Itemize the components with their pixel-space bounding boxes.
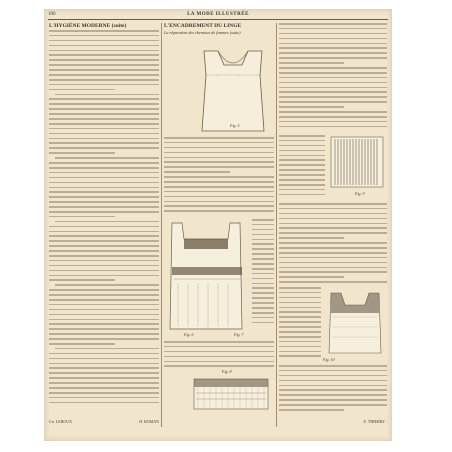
text-line xyxy=(279,43,387,45)
text-line xyxy=(49,231,159,233)
text-line xyxy=(49,152,115,154)
text-line xyxy=(49,402,159,404)
text-line xyxy=(279,82,387,84)
text-line xyxy=(49,89,115,91)
figure-10-chemise-yoke xyxy=(325,287,385,357)
text-line xyxy=(49,363,159,365)
text-line xyxy=(49,289,159,291)
text-line xyxy=(279,164,325,166)
text-line xyxy=(252,312,274,314)
figure-8-lace-strip xyxy=(192,371,270,419)
text-line xyxy=(49,118,159,120)
figure-5-chemise-illustration xyxy=(194,45,272,133)
figure-6-caption: Fig. 6 xyxy=(184,332,194,337)
text-line xyxy=(279,247,387,249)
text-line xyxy=(49,367,159,369)
text-line xyxy=(49,103,159,105)
text-line xyxy=(49,245,159,247)
page-title: LA MODE ILLUSTRÉE xyxy=(187,12,249,17)
text-line xyxy=(252,297,274,299)
text-line xyxy=(49,397,159,399)
text-line xyxy=(279,155,325,157)
text-line xyxy=(49,182,159,184)
text-line xyxy=(49,328,159,330)
text-line xyxy=(49,358,159,360)
article-heading-text: L'HYGIÈNE MODERNE (suite) xyxy=(49,23,127,29)
text-line xyxy=(279,72,387,74)
text-line xyxy=(279,370,387,372)
article-body-linge-3 xyxy=(164,341,274,370)
text-line xyxy=(279,292,321,294)
text-line xyxy=(252,243,274,245)
text-line xyxy=(49,40,159,42)
text-line xyxy=(279,326,321,328)
text-line xyxy=(279,87,387,89)
text-line xyxy=(279,116,387,118)
article-body-hygiene xyxy=(49,30,159,403)
text-line xyxy=(279,281,387,283)
text-line xyxy=(252,258,274,260)
text-line xyxy=(49,377,159,379)
text-line xyxy=(279,28,387,30)
text-line xyxy=(279,380,387,382)
text-line xyxy=(49,294,159,296)
text-line xyxy=(49,255,159,257)
text-line xyxy=(49,260,159,262)
text-line xyxy=(279,145,325,147)
text-line xyxy=(49,187,159,189)
column-divider xyxy=(276,23,277,427)
text-line xyxy=(252,302,274,304)
figure-9-caption: Fig. 9 xyxy=(355,191,365,196)
article-heading-hygiene xyxy=(49,23,159,29)
text-line xyxy=(49,387,159,389)
text-line xyxy=(164,341,274,343)
text-line xyxy=(279,189,325,191)
text-line xyxy=(55,94,159,96)
text-line xyxy=(49,314,159,316)
text-line xyxy=(49,299,159,301)
text-line xyxy=(49,59,159,61)
author-signature: E. THIERRY xyxy=(363,419,385,424)
text-line xyxy=(279,77,387,79)
text-line xyxy=(49,206,159,208)
text-line xyxy=(49,74,159,76)
text-line xyxy=(279,346,321,348)
text-line xyxy=(49,333,159,335)
text-line xyxy=(252,292,274,294)
figure-6-embroidered-chemise xyxy=(164,219,250,333)
text-line xyxy=(55,221,159,223)
article-body-right-4 xyxy=(279,287,321,360)
figure-5-caption: Fig. 5 xyxy=(230,123,240,128)
text-line xyxy=(279,227,387,229)
text-line xyxy=(279,307,321,309)
text-line xyxy=(49,123,159,125)
text-line xyxy=(49,142,159,144)
text-line xyxy=(55,157,159,159)
text-line xyxy=(164,351,274,353)
text-line xyxy=(279,375,387,377)
text-line xyxy=(164,171,230,173)
text-line xyxy=(252,219,274,221)
page-number: 100 xyxy=(48,12,56,17)
text-line xyxy=(279,242,387,244)
text-line xyxy=(279,218,387,220)
text-line xyxy=(279,111,387,113)
text-line xyxy=(252,263,274,265)
text-line xyxy=(279,57,387,59)
text-line xyxy=(279,140,325,142)
text-line xyxy=(279,52,387,54)
column-divider xyxy=(161,23,162,427)
text-line xyxy=(279,321,321,323)
figure-9-pleated-fabric xyxy=(329,135,385,191)
text-line xyxy=(164,361,274,363)
author-right: H. ROMAN xyxy=(139,419,159,424)
text-line xyxy=(164,210,274,212)
text-line xyxy=(49,382,159,384)
text-line xyxy=(49,372,159,374)
text-line xyxy=(49,113,159,115)
text-line xyxy=(164,346,274,348)
text-line xyxy=(164,147,274,149)
text-line xyxy=(252,229,274,231)
text-line xyxy=(49,304,159,306)
text-line xyxy=(279,336,321,338)
text-line xyxy=(164,142,274,144)
article-body-right-1 xyxy=(279,23,387,127)
text-line xyxy=(164,186,274,188)
text-line xyxy=(164,201,274,203)
author-left: Ch. LEROUX xyxy=(49,419,73,424)
text-line xyxy=(279,276,344,278)
text-line xyxy=(49,226,159,228)
text-line xyxy=(49,84,159,86)
text-line xyxy=(252,239,274,241)
figure-8-caption: Fig. 8 xyxy=(222,369,232,374)
text-line xyxy=(164,176,274,178)
text-line xyxy=(49,45,159,47)
text-line xyxy=(279,409,344,411)
text-line xyxy=(49,250,159,252)
text-line xyxy=(252,268,274,270)
text-line xyxy=(49,323,159,325)
text-line xyxy=(49,30,159,32)
text-line xyxy=(279,179,325,181)
text-line xyxy=(279,121,387,123)
article-body-linge-2 xyxy=(252,219,274,327)
text-line xyxy=(279,106,344,108)
text-line xyxy=(49,98,159,100)
text-line xyxy=(252,287,274,289)
text-line xyxy=(279,213,387,215)
article-heading-text: L'ENCADREMENT DU LINGE xyxy=(164,23,242,29)
text-line xyxy=(279,271,387,273)
text-line xyxy=(252,224,274,226)
article-heading-linge xyxy=(164,23,274,29)
text-line xyxy=(49,50,159,52)
text-line xyxy=(49,211,159,213)
text-line xyxy=(49,201,159,203)
text-line xyxy=(49,172,159,174)
text-line xyxy=(279,287,321,289)
text-line xyxy=(279,385,387,387)
text-line xyxy=(49,235,159,237)
text-line xyxy=(49,138,159,140)
text-line xyxy=(279,223,387,225)
text-line xyxy=(279,135,325,137)
text-line xyxy=(279,365,387,367)
text-line xyxy=(49,309,159,311)
text-line xyxy=(252,253,274,255)
text-line xyxy=(279,23,387,25)
text-line xyxy=(279,404,387,406)
text-line xyxy=(279,302,321,304)
text-line xyxy=(279,331,321,333)
text-line xyxy=(49,69,159,71)
text-line xyxy=(279,194,325,196)
text-line xyxy=(49,240,159,242)
text-line xyxy=(252,322,274,324)
text-line xyxy=(49,196,159,198)
text-line xyxy=(55,284,159,286)
text-line xyxy=(279,351,321,353)
header-rule xyxy=(48,19,388,20)
text-line xyxy=(279,311,321,313)
text-line xyxy=(49,270,159,272)
article-subheading: La réparation des chemises de femmes (suite) xyxy=(164,30,241,35)
left-column xyxy=(49,23,159,427)
text-line xyxy=(279,297,321,299)
text-line xyxy=(279,399,387,401)
text-line xyxy=(49,64,159,66)
middle-column xyxy=(164,23,274,427)
text-line xyxy=(252,283,274,285)
text-line xyxy=(279,267,387,269)
text-line xyxy=(252,307,274,309)
text-line xyxy=(164,365,274,367)
text-line xyxy=(164,191,274,193)
text-line xyxy=(252,317,274,319)
text-line xyxy=(49,54,159,56)
text-line xyxy=(279,174,325,176)
text-line xyxy=(279,169,325,171)
text-line xyxy=(49,279,115,281)
text-line xyxy=(279,184,325,186)
text-line xyxy=(279,38,387,40)
text-line xyxy=(279,232,387,234)
magazine-page xyxy=(44,9,392,441)
text-line xyxy=(49,177,159,179)
text-line xyxy=(279,126,387,128)
text-line xyxy=(164,356,274,358)
text-line xyxy=(279,203,387,205)
text-line xyxy=(164,161,274,163)
text-line xyxy=(164,137,274,139)
text-line xyxy=(164,205,274,207)
text-line xyxy=(49,353,159,355)
right-column xyxy=(279,23,387,427)
text-line xyxy=(164,181,274,183)
text-line xyxy=(49,265,159,267)
text-line xyxy=(279,355,321,357)
figure-10-caption: Fig. 10 xyxy=(323,357,335,362)
text-line xyxy=(279,91,387,93)
text-line xyxy=(279,257,387,259)
text-line xyxy=(279,67,387,69)
text-line xyxy=(279,47,387,49)
text-line xyxy=(55,348,159,350)
text-line xyxy=(49,128,159,130)
text-line xyxy=(49,343,115,345)
text-line xyxy=(49,392,159,394)
text-line xyxy=(49,147,159,149)
article-body-right-3 xyxy=(279,203,387,286)
text-line xyxy=(279,316,321,318)
text-line xyxy=(49,216,115,218)
text-line xyxy=(49,162,159,164)
text-line xyxy=(279,33,387,35)
text-line xyxy=(252,278,274,280)
text-line xyxy=(279,237,344,239)
text-line xyxy=(49,167,159,169)
text-line xyxy=(164,196,274,198)
text-line xyxy=(279,150,325,152)
text-line xyxy=(279,394,387,396)
text-line xyxy=(49,338,159,340)
text-line xyxy=(279,389,387,391)
article-body-linge-1 xyxy=(164,137,274,215)
text-line xyxy=(164,157,274,159)
text-line xyxy=(252,234,274,236)
text-line xyxy=(252,273,274,275)
text-line xyxy=(252,248,274,250)
text-line xyxy=(164,166,274,168)
figure-7-caption: Fig. 7 xyxy=(234,332,244,337)
text-line xyxy=(279,96,387,98)
article-body-right-5 xyxy=(279,365,387,414)
text-line xyxy=(279,101,387,103)
text-line xyxy=(49,275,159,277)
text-line xyxy=(279,341,321,343)
text-line xyxy=(279,159,325,161)
text-line xyxy=(279,208,387,210)
text-line xyxy=(164,152,274,154)
text-line xyxy=(279,252,387,254)
text-line xyxy=(279,62,344,64)
text-line xyxy=(49,319,159,321)
text-line xyxy=(49,191,159,193)
text-line xyxy=(49,79,159,81)
text-line xyxy=(49,108,159,110)
page-header xyxy=(48,11,388,19)
text-line xyxy=(279,262,387,264)
text-line xyxy=(49,35,159,37)
article-body-right-2 xyxy=(279,135,325,199)
text-line xyxy=(49,133,159,135)
